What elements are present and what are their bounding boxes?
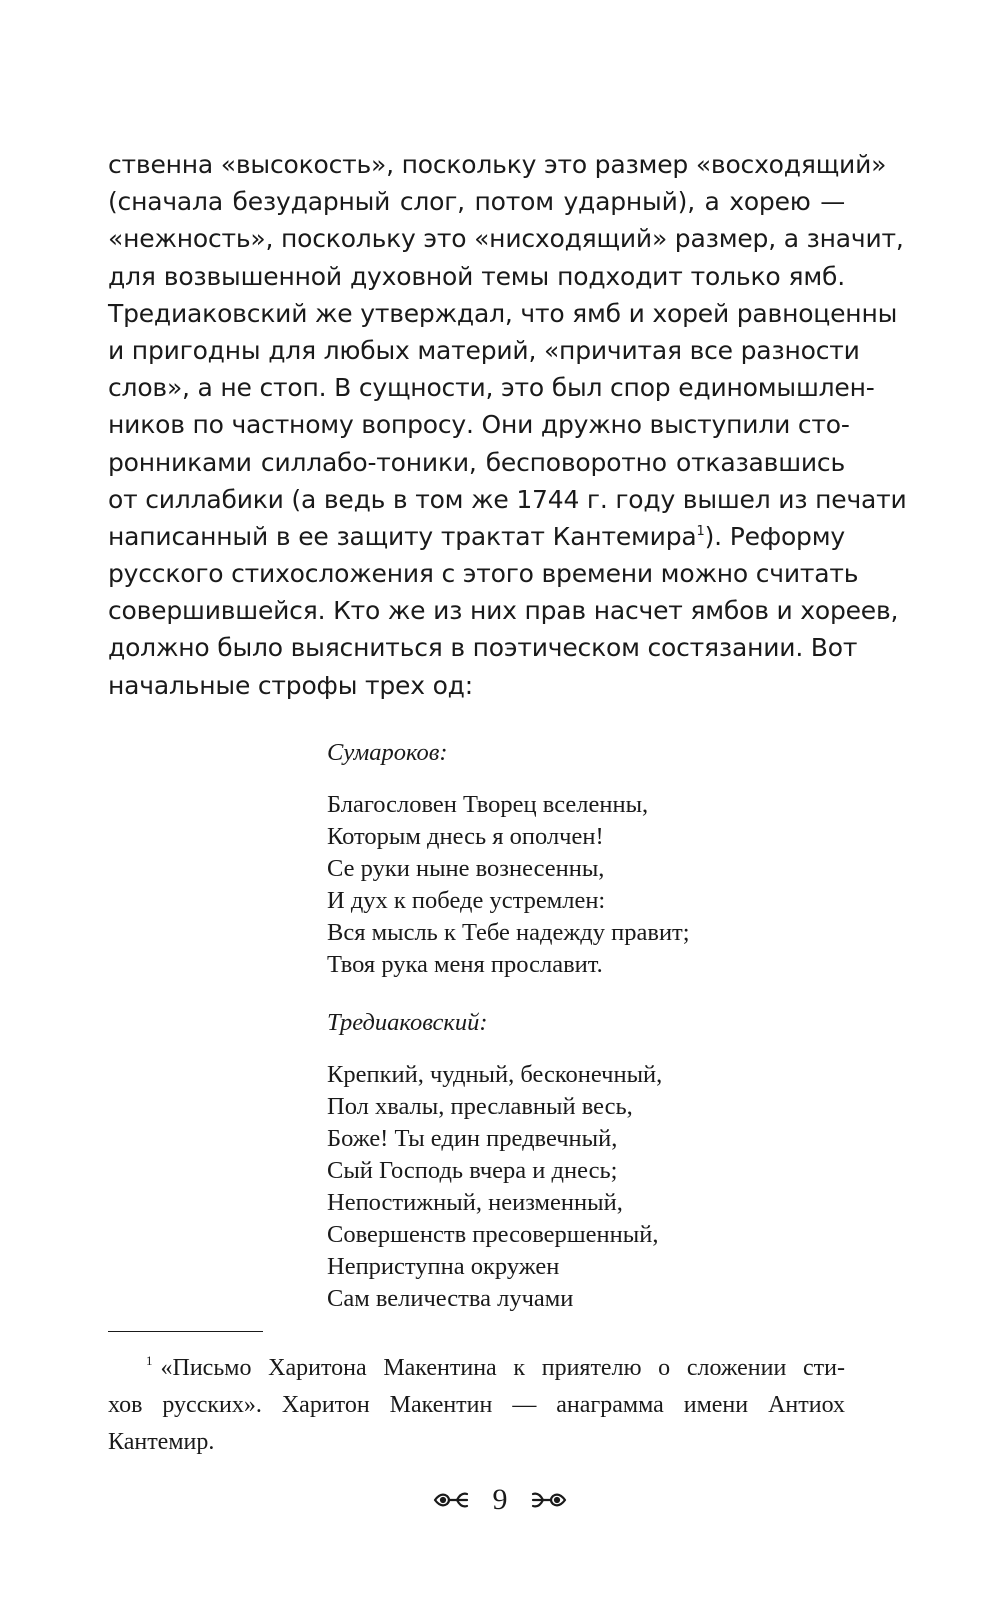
body-line: ственна «высокость», поскольку это размер «восходящий» <box>108 150 887 179</box>
body-line: начальные строфы трех од: <box>108 670 473 700</box>
body-line-tail: ). Реформу <box>704 521 845 551</box>
verse-line: Совершенств пресовершенный, <box>327 1221 659 1248</box>
body-line: совершившейся. Кто же из них прав насчет ямбов и хореев, <box>108 596 899 626</box>
footnote-line: хов русских». Харитон Макентин — анаграмма имени Антиох <box>108 1392 845 1418</box>
body-line: должно было выясниться в поэтическом состязании. Вот <box>108 633 858 663</box>
body-line-text: написанный в ее защиту трактат Кантемира <box>108 521 697 551</box>
poem-stanza-sumarokov <box>327 789 690 981</box>
footnote-line-text: «Письмо Харитона Макентина к приятелю о сложении сти- <box>160 1355 845 1381</box>
verse-line: Твоя рука меня прославит. <box>327 951 603 978</box>
verse-line: Боже! Ты един предвечный, <box>327 1125 618 1152</box>
verse-line: Крепкий, чудный, бесконечный, <box>327 1061 663 1088</box>
verse-line: Непостижный, неизменный, <box>327 1189 623 1216</box>
fleuron-left-icon <box>431 1486 471 1514</box>
verse-line: И дух к победе устремлен: <box>327 887 606 914</box>
body-line: от силлабики (а ведь в том же 1744 г. году вышел из печати <box>108 484 907 514</box>
poem-excerpts <box>327 733 690 1315</box>
body-line: «нежность», поскольку это «нисходящий» размер, а значит, <box>108 224 904 254</box>
verse-line: Вся мысль к Тебе надежду правит; <box>327 919 690 946</box>
poem-author-sumarokov: Сумароков: <box>327 739 448 766</box>
footnote-line <box>108 1350 845 1387</box>
body-line: для возвышенной духовной темы подходит только ямб. <box>108 261 845 291</box>
verse-line: Сам величества лучами <box>327 1285 574 1312</box>
fleuron-right-icon <box>529 1486 569 1514</box>
body-paragraph <box>108 146 907 704</box>
verse-line: Неприступна окружен <box>327 1253 560 1280</box>
verse-line: Сый Господь вчера и днесь; <box>327 1157 618 1184</box>
poem-stanza-trediakovsky <box>327 1059 690 1315</box>
footnote <box>108 1350 845 1461</box>
page-number: 9 <box>492 1483 508 1517</box>
body-line: (сначала безударный слог, потом ударный), а хорею — <box>108 187 845 217</box>
verse-line: Которым днесь я ополчен! <box>327 823 604 850</box>
verse-line: Благословен Творец вселенны, <box>327 791 649 818</box>
footnote-line: Кантемир. <box>108 1429 215 1455</box>
body-line: Тредиаковский же утверждал, что ямб и хорей равноценны <box>108 298 898 328</box>
page-footer <box>0 1478 1000 1520</box>
footnote-marker: 1 <box>146 1353 153 1368</box>
body-line-with-footnote-ref <box>108 518 845 555</box>
poem-author-trediakovsky: Тредиаковский: <box>327 1009 488 1036</box>
verse-line: Се руки ныне вознесенны, <box>327 855 605 882</box>
body-line: ронниками силлабо-тоники, бесповоротно отказавшись <box>108 447 845 477</box>
body-line: и пригодны для любых материй, «причитая все разности <box>108 335 860 365</box>
verse-line: Пол хвалы, преславный весь, <box>327 1093 633 1120</box>
footnote-divider <box>108 1331 263 1332</box>
body-line: ников по частному вопросу. Они дружно выступили сто- <box>108 410 850 440</box>
footnote-reference[interactable]: 1 <box>696 523 705 539</box>
body-line: русского стихосложения с этого времени можно считать <box>108 559 859 589</box>
body-line: слов», а не стоп. В сущности, это был спор единомышлен- <box>108 373 875 403</box>
